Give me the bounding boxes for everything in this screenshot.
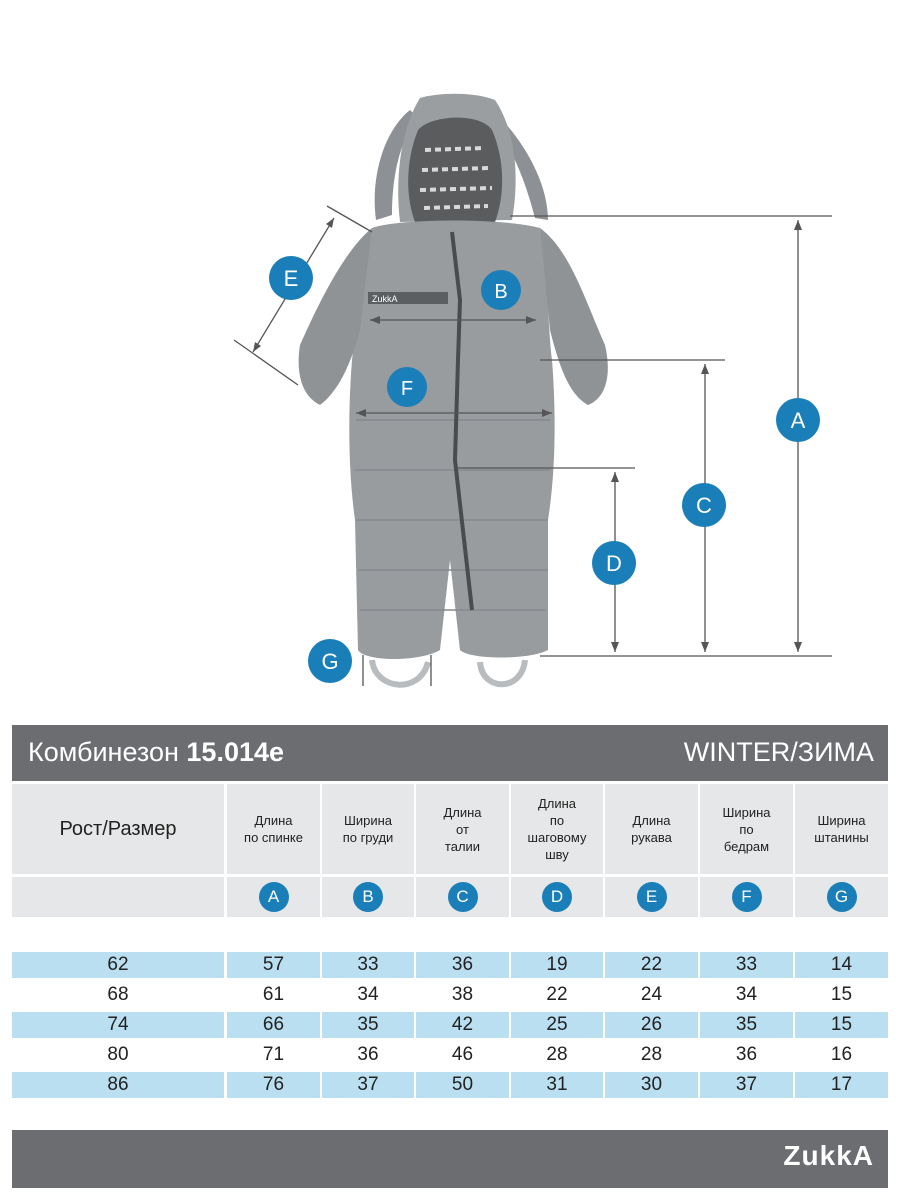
row-value: 30 [605,1072,698,1098]
row-value: 14 [795,952,888,978]
svg-text:C: C [696,493,712,518]
row-value: 15 [830,984,853,1005]
header-size-label: Рост/Размер [12,784,224,874]
svg-text:G: G [321,649,339,674]
code-badge-b: B [353,882,383,912]
row-value: 34 [735,984,758,1005]
row-value: 33 [322,952,414,978]
label-B [481,270,521,310]
header-col-b: Ширина по груди [322,784,414,874]
brand-logo: ZukkA [783,1140,874,1171]
row-value: 25 [511,1012,603,1038]
row-value: 16 [830,1044,853,1065]
row-value: 36 [416,952,509,978]
svg-text:B: B [494,281,508,303]
row-value: 28 [640,1044,663,1065]
row-value: 46 [451,1044,474,1065]
header-size-code-blank [12,877,224,917]
row-value: 26 [605,1012,698,1038]
header-code-cell [700,877,793,917]
label-C [682,483,726,527]
row-value: 61 [262,984,285,1005]
row-size: 86 [12,1072,224,1098]
row-value: 35 [700,1012,793,1038]
season-label: WINTER/ЗИМА [683,737,874,767]
row-value: 38 [451,984,474,1005]
label-G [308,639,352,683]
header-code-cell [511,877,603,917]
row-value: 28 [546,1044,568,1065]
code-badge-f: F [732,882,762,912]
row-value: 71 [262,1044,285,1065]
row-value: 24 [640,984,663,1005]
header-col-g: Ширина штанины [795,784,888,874]
header-col-d: Длина по шаговому шву [511,784,603,874]
svg-text:D: D [606,551,622,576]
row-value: 33 [700,952,793,978]
foot-strap-right [480,660,525,684]
row-value: 31 [511,1072,603,1098]
foot-strap-left [372,660,428,685]
row-value: 22 [605,952,698,978]
suit-body [349,221,554,660]
row-size: 74 [12,1012,224,1038]
row-value: 17 [795,1072,888,1098]
header-code-cell [227,877,320,917]
label-A [776,398,820,442]
product-title [28,737,284,768]
row-value: 76 [227,1072,320,1098]
row-size: 80 [107,1044,129,1065]
svg-text:F: F [400,378,414,400]
row-value: 37 [322,1072,414,1098]
code-badge-e: E [637,882,667,912]
row-value: 36 [735,1044,758,1065]
code-badge-a: A [259,882,289,912]
svg-text:A: A [790,408,806,433]
header-code-cell [605,877,698,917]
row-value: 36 [357,1044,379,1065]
row-value: 22 [546,984,568,1005]
product-name: Комбинезон [28,737,179,767]
code-badge-g: G [827,882,857,912]
header-col-a: Длина по спинке [227,784,320,874]
code-badge-d: D [542,882,572,912]
row-size: 68 [107,984,129,1005]
row-value: 42 [416,1012,509,1038]
title-bar [12,725,888,781]
header-code-cell [416,877,509,917]
header-col-e: Длина рукава [605,784,698,874]
row-value: 34 [357,984,379,1005]
row-size: 62 [12,952,224,978]
row-value: 19 [511,952,603,978]
chest-tag-text: ZukkA [372,294,398,304]
label-F [387,367,427,407]
row-value: 50 [416,1072,509,1098]
row-value: 15 [795,1012,888,1038]
footer-bar [12,1130,888,1188]
product-model: 15.014e [186,737,285,767]
label-E [269,256,313,300]
label-D [592,541,636,585]
code-badge-c: C [448,882,478,912]
svg-text:E: E [283,266,299,291]
row-value: 37 [700,1072,793,1098]
row-value: 66 [227,1012,320,1038]
header-col-f: Ширина по бедрам [700,784,793,874]
row-value: 57 [227,952,320,978]
header-col-c: Длина от талии [416,784,509,874]
header-code-cell [795,877,888,917]
header-code-cell [322,877,414,917]
row-value: 35 [322,1012,414,1038]
